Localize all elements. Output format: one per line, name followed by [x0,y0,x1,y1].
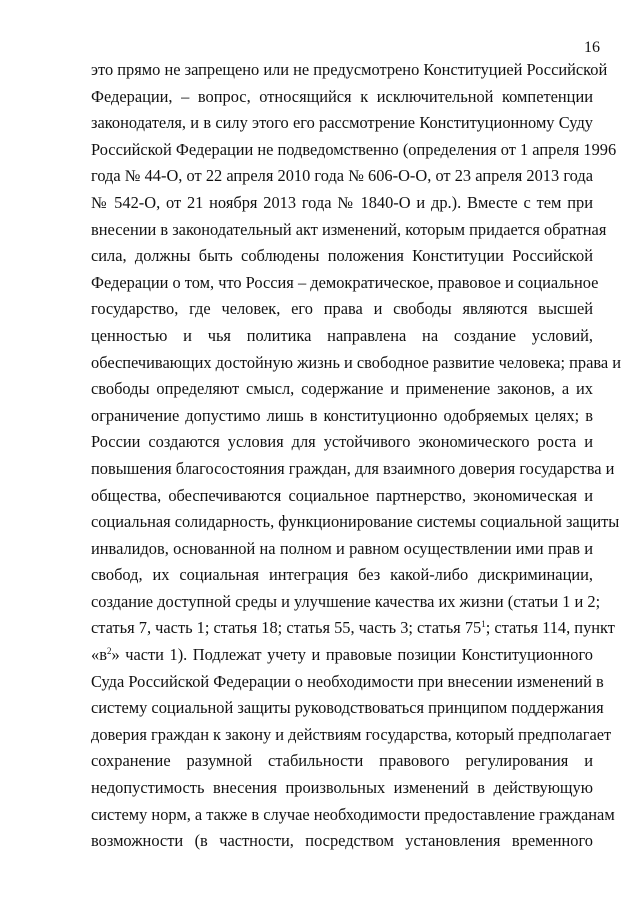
text-line: Российской Федерации не подведомственно (определения от 1 апреля 1996 [91,139,617,159]
text-line: недопустимость внесения произвольных изменений в действующую [91,778,593,798]
text-line: Федерации, – вопрос, относящийся к исключительной компетенции [91,86,593,106]
text-line: свобод, их социальная интеграция без какой-либо дискриминации, [91,565,593,585]
text-line: возможности (в частности, посредством установления временного [91,831,593,851]
text-line: Суда Российской Федерации о необходимости при внесении изменений в [91,671,604,691]
text-line: это прямо не запрещено или не предусмотрено Конституцией Российской [91,60,608,79]
text-segment: » части 1). Подлежат учету и правовые позиции Конституционного [111,645,593,665]
text-line: внесении в законодательный акт изменений, которым придается обратная [91,219,607,239]
text-line: ограничение допустимо лишь в конституционно одобряемых целях; в [91,405,593,425]
text-line: обеспечивающих достойную жизнь и свободное развитие человека; права и [91,352,622,372]
text-segment: «в [91,645,107,665]
superscript: 1 [481,619,486,630]
text-line: социальная солидарность, функционирование системы социальной защиты [91,512,620,532]
text-line-with-superscript [91,642,593,669]
text-line-with-footnote [91,615,615,642]
text-line: повышения благосостояния граждан, для взаимного доверия государства и [91,458,615,478]
text-line: сохранение разумной стабильности правового регулирования и [91,751,593,771]
text-line: систему социальной защиты руководствоваться принципом поддержания [91,698,604,718]
text-line: систему норм, а также в случае необходимости предоставление гражданам [91,804,615,824]
text-line: № 542-О, от 21 ноября 2013 года № 1840-О и др.). Вместе с тем при [91,192,593,212]
text-line: законодателя, и в силу этого его рассмотрение Конституционному Суду [91,113,593,133]
body-text [91,57,622,855]
text-line: ценностью и чья политика направлена на создание условий, [91,325,593,345]
text-line: свободы определяют смысл, содержание и применение законов, а их [91,379,593,399]
text-line: общества, обеспечиваются социальное партнерство, экономическая и [91,485,593,505]
text-line: доверия граждан к закону и действиям государства, который предполагает [91,724,612,744]
text-line: инвалидов, основанной на полном и равном осуществлении ими прав и [91,538,593,558]
text-segment: ; статья 114, пункт [485,618,615,638]
text-line: сила, должны быть соблюдены положения Конституции Российской [91,246,593,266]
text-segment: статья 7, часть 1; статья 18; статья 55, часть 3; статья 75 [91,618,482,638]
text-line: государство, где человек, его права и свободы являются высшей [91,299,593,319]
superscript: 2 [106,646,112,657]
text-line: создание доступной среды и улучшение качества их жизни (статьи 1 и 2; [91,591,601,611]
page-number: 16 [584,39,600,56]
text-line: года № 44-О, от 22 апреля 2010 года № 606-О-О, от 23 апреля 2013 года [91,166,593,186]
text-line: Федерации о том, что Россия – демократическое, правовое и социальное [91,272,599,292]
text-line: России создаются условия для устойчивого экономического роста и [91,432,593,452]
